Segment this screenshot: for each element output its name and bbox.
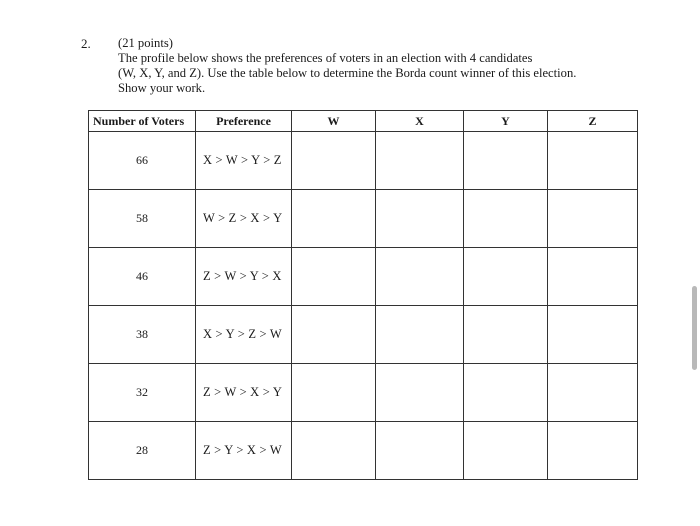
table-row	[89, 190, 638, 248]
points-cell-w[interactable]	[292, 306, 376, 364]
points-cell-w[interactable]	[292, 190, 376, 248]
table-row	[89, 364, 638, 422]
borda-table	[88, 110, 638, 480]
points-cell-z[interactable]	[548, 190, 638, 248]
preference-cell: X > W > Y > Z	[196, 132, 292, 190]
preference-cell: Z > W > X > Y	[196, 364, 292, 422]
preference-cell: Z > Y > X > W	[196, 422, 292, 480]
problem-number: 2.	[81, 36, 91, 51]
points-cell-z[interactable]	[548, 364, 638, 422]
voters-cell: 32	[89, 364, 196, 422]
voters-cell: 38	[89, 306, 196, 364]
problem-line: The profile below shows the preferences of voters in an election with 4 candidates	[118, 51, 533, 65]
points-cell-z[interactable]	[548, 422, 638, 480]
preference-cell: Z > W > Y > X	[196, 248, 292, 306]
header-number-of-voters: Number of Voters	[89, 111, 196, 132]
problem-line: (W, X, Y, and Z). Use the table below to determine the Borda count winner of this election.	[118, 66, 577, 80]
header-candidate-x: X	[376, 111, 464, 132]
points-cell-w[interactable]	[292, 422, 376, 480]
problem-statement	[118, 36, 638, 96]
points-cell-y[interactable]	[464, 364, 548, 422]
table-header-row	[89, 111, 638, 132]
points-cell-x[interactable]	[376, 364, 464, 422]
points-cell-y[interactable]	[464, 132, 548, 190]
preference-cell: W > Z > X > Y	[196, 190, 292, 248]
table-row	[89, 132, 638, 190]
points-cell-x[interactable]	[376, 306, 464, 364]
header-candidate-z: Z	[548, 111, 638, 132]
table-row	[89, 422, 638, 480]
points-cell-y[interactable]	[464, 248, 548, 306]
voters-cell: 46	[89, 248, 196, 306]
problem-instruction: Show your work.	[118, 81, 206, 95]
table-row	[89, 248, 638, 306]
preference-cell: X > Y > Z > W	[196, 306, 292, 364]
points-cell-x[interactable]	[376, 132, 464, 190]
vertical-scrollbar[interactable]	[692, 286, 697, 370]
voters-cell: 28	[89, 422, 196, 480]
points-cell-w[interactable]	[292, 248, 376, 306]
header-candidate-w: W	[292, 111, 376, 132]
voters-cell: 66	[89, 132, 196, 190]
points-cell-w[interactable]	[292, 132, 376, 190]
points-cell-x[interactable]	[376, 422, 464, 480]
points-cell-z[interactable]	[548, 306, 638, 364]
points-cell-y[interactable]	[464, 422, 548, 480]
points-cell-y[interactable]	[464, 306, 548, 364]
points-cell-x[interactable]	[376, 190, 464, 248]
points-cell-w[interactable]	[292, 364, 376, 422]
problem-points: (21 points)	[118, 36, 173, 50]
table-row	[89, 306, 638, 364]
points-cell-z[interactable]	[548, 248, 638, 306]
voters-cell: 58	[89, 190, 196, 248]
header-preference: Preference	[196, 111, 292, 132]
header-candidate-y: Y	[464, 111, 548, 132]
points-cell-z[interactable]	[548, 132, 638, 190]
points-cell-x[interactable]	[376, 248, 464, 306]
points-cell-y[interactable]	[464, 190, 548, 248]
